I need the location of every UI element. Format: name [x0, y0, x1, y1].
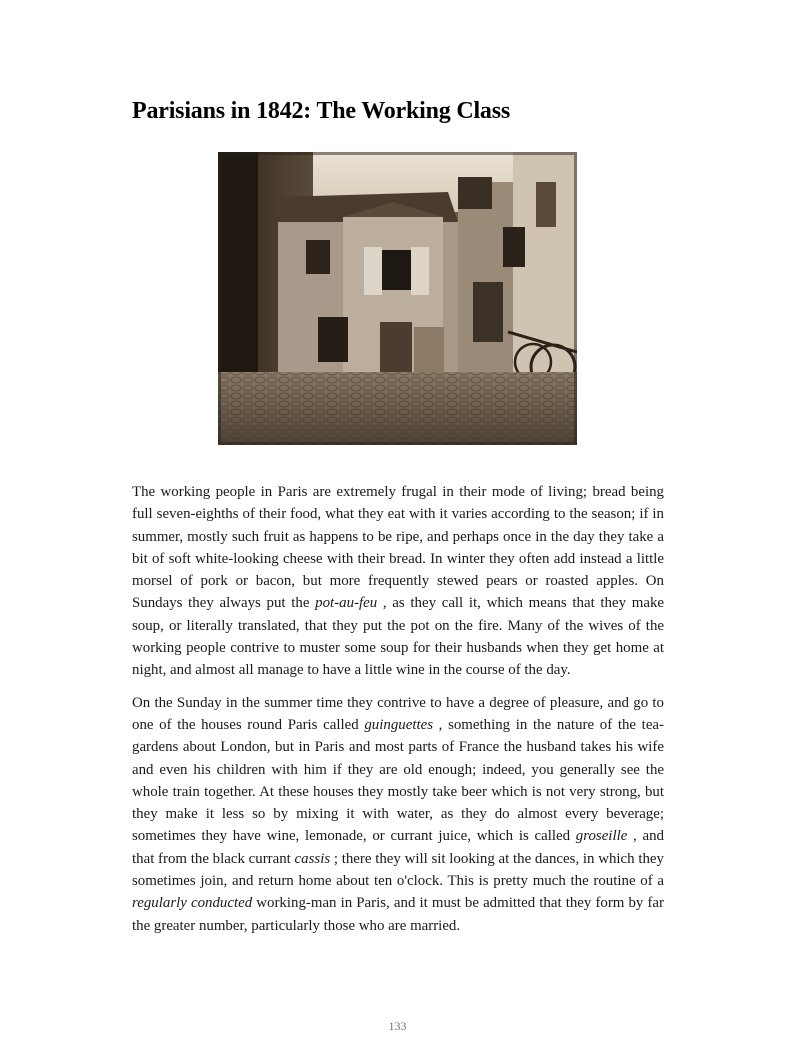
page-number: 133: [388, 1019, 407, 1033]
text-run: , and that from the black currant: [132, 828, 664, 867]
text-run: ; there they will sit looking at the dances, in which they sometimes join, and return home about ten o'clock. This is pretty much the routine of a: [132, 850, 664, 890]
page-title: Parisians in 1842: The Working Class: [132, 98, 510, 124]
text-run: , as they call it, which means that they make soup, or literally translated, that they put the pot on the fire. Many of the wives of the working people contrive to muster some soup for their husbands when they get home at night, and almost all manage to have a little wine in the course of the day.: [132, 595, 664, 679]
text-run: On the Sunday in the summer time they contrive to have a degree of pleasure, and go to one of the houses round Paris called: [132, 694, 664, 733]
paragraph-2: [132, 692, 664, 937]
italic-term: groseille: [575, 828, 628, 845]
courtyard-photo: [218, 152, 577, 445]
text-run: working-man in Paris, and it must be admitted that they form by far the greater number, particularly those who are married.: [132, 895, 665, 934]
italic-term: cassis: [294, 850, 331, 867]
italic-term: guinguettes: [364, 716, 434, 733]
text-run: The working people in Paris are extremely frugal in their mode of living; bread being full seven-eighths of their food, what they eat with it varies according to the season; if in summer, mostly such fruit as happens to be ripe, and perhaps once in the day they take a bit of soft white-looking cheese with their bread. In winter they often add instead a little morsel of pork or bacon, but more frequently stewed pears or roasted apples. On Sundays they always put the: [132, 484, 664, 612]
body-text: [132, 481, 664, 947]
italic-term: pot-au-feu: [315, 595, 378, 612]
paragraph-1: [132, 481, 664, 682]
italic-term: regularly conducted: [132, 895, 253, 912]
text-run: , something in the nature of the tea-gardens about London, but in Paris and most parts of France the husband takes his wife and even his children with him if they are old enough; indeed, you generally see the whole train together. At these houses they mostly take beer which is not very strong, but they make it less so by mixing it with water, as they do almost every beverage; sometimes they have wine, lemonade, or currant juice, which is called: [132, 716, 664, 845]
